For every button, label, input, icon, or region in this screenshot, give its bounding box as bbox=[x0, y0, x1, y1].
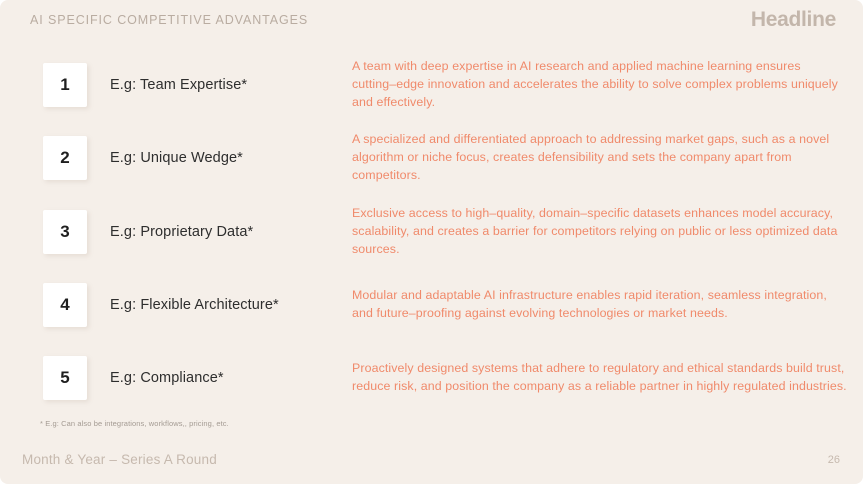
item-label: E.g: Unique Wedge* bbox=[110, 149, 243, 166]
item-number: 2 bbox=[60, 147, 70, 167]
number-box bbox=[43, 210, 87, 254]
number-box bbox=[43, 63, 87, 107]
item-label: E.g: Proprietary Data* bbox=[110, 223, 254, 240]
item-description: Exclusive access to high–quality, domain–specific datasets enhances model accuracy, scalability, and creates a barrier for competitors relying on public or less optimized data sources. bbox=[352, 206, 838, 256]
item-number: 3 bbox=[60, 221, 70, 241]
item-label: E.g: Team Expertise* bbox=[110, 76, 248, 93]
item-number: 5 bbox=[60, 368, 70, 387]
item-number: 1 bbox=[60, 74, 70, 94]
item-number: 4 bbox=[60, 295, 70, 314]
slide-title: AI SPECIFIC COMPETITIVE ADVANTAGES bbox=[30, 13, 309, 27]
footnote: * E.g: Can also be integrations, workflows,, pricing, etc. bbox=[40, 419, 229, 428]
advantage-row-4 bbox=[43, 283, 848, 327]
item-description: A specialized and differentiated approach to addressing market gaps, such as a novel algorithm or niche focus, creates defensibility and sets the company apart from competitors. bbox=[352, 132, 830, 182]
number-box bbox=[43, 136, 87, 180]
number-box bbox=[43, 356, 87, 400]
advantage-row-5 bbox=[43, 356, 848, 400]
advantage-row-3 bbox=[43, 205, 848, 259]
number-box bbox=[43, 283, 87, 327]
item-description: Proactively designed systems that adhere to regulatory and ethical standards build trust, reduce risk, and position the company as a reliable partner in highly regulated industries. bbox=[352, 361, 847, 393]
item-description: A team with deep expertise in AI research and applied machine learning ensures cutting–edge innovation and accelerates the ability to solve complex problems uniquely and effectively. bbox=[352, 59, 838, 109]
company-logo: Headline bbox=[750, 8, 836, 31]
footer-label: Month & Year – Series A Round bbox=[22, 452, 217, 467]
advantage-row-1 bbox=[43, 58, 848, 112]
page-number: 26 bbox=[827, 454, 840, 466]
item-label: E.g: Compliance* bbox=[110, 370, 224, 386]
item-description: Modular and adaptable AI infrastructure enables rapid iteration, seamless integration, and future–proofing against evolving technologies or market needs. bbox=[352, 288, 827, 320]
advantage-row-2 bbox=[43, 131, 848, 185]
item-label: E.g: Flexible Architecture* bbox=[110, 297, 279, 313]
